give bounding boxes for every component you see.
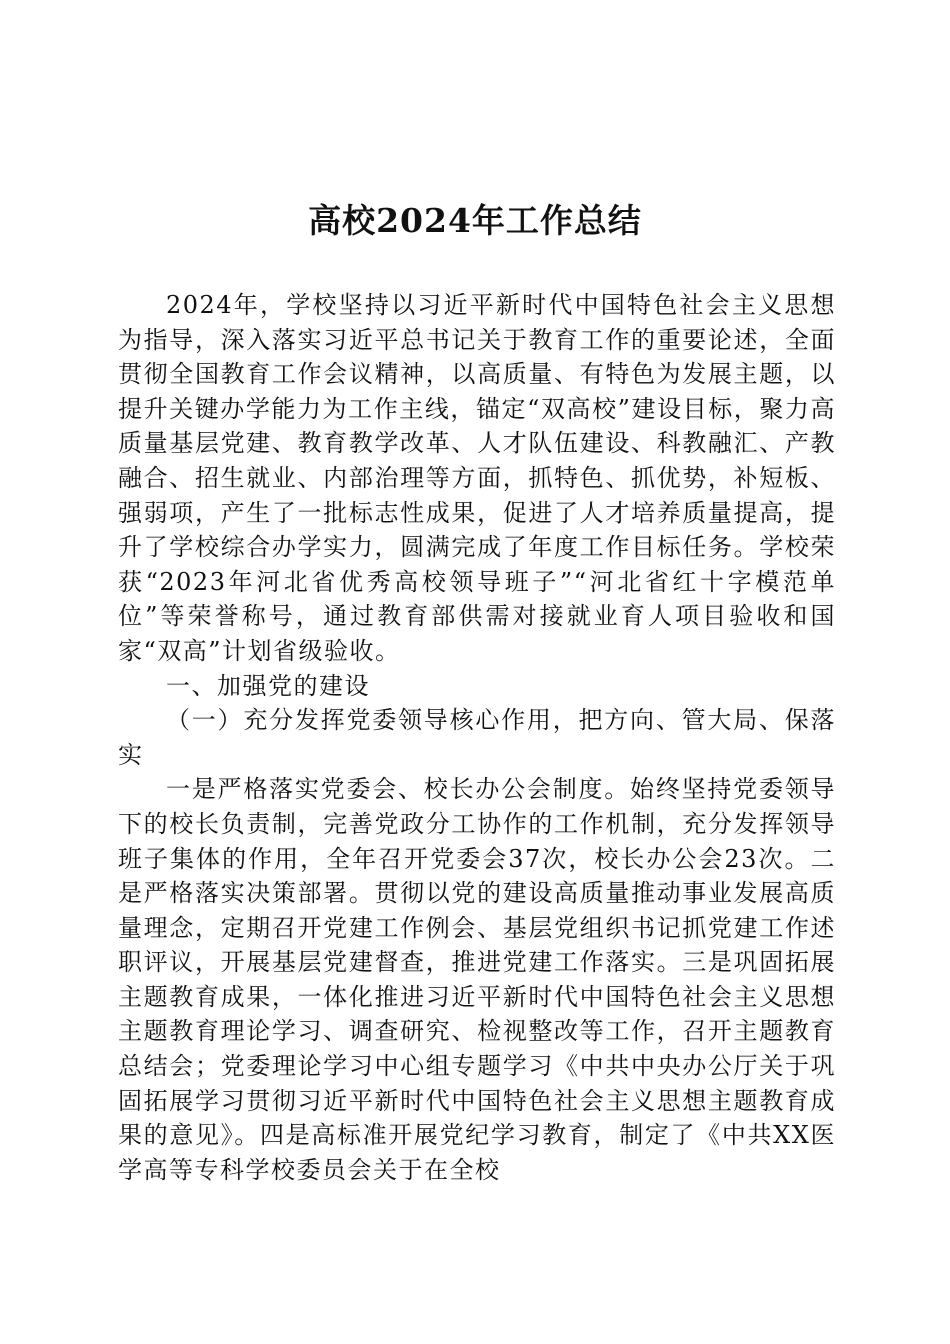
document-body [118, 288, 836, 1187]
document-title: 高校2024年工作总结 [308, 201, 642, 240]
section-heading-party-building: 一、加强党的建设 [166, 671, 370, 700]
subsection-body-paragraph: 一是严格落实党委会、校长办公会制度。始终坚持党委领导下的校长负责制，完善党政分工协作的工作机制，充分发挥领导班子集体的作用，全年召开党委会37次，校长办公会23次。二是严格落实决策部署。贯彻以党的建设高质量推动事业发展高质量理念，定期召开党建工作例会、基层党组织书记抓党建工作述职评议，开展基层党建督查，推进党建工作落实。三是巩固拓展主题教育成果，一体化推进习近平新时代中国特色社会主义思想主题教育理论学习、调查研究、检视整改等工作，召开主题教育总结会；党委理论学习中心组专题学习《中共中央办公厅关于巩固拓展学习贯彻习近平新时代中国特色社会主义思想主题教育成果的意见》。四是高标准开展党纪学习教育，制定了《中共XX医学高等专科学校委员会关于在全校 [118, 775, 836, 1184]
subsection-heading-leadership: （一）充分发挥党委领导核心作用，把方向、管大局、保落实 [118, 706, 836, 769]
intro-paragraph: 2024年，学校坚持以习近平新时代中国特色社会主义思想为指导，深入落实习近平总书记关于教育工作的重要论述，全面贯彻全国教育工作会议精神，以高质量、有特色为发展主题，以提升关键办学能力为工作主线，锚定“双高校”建设目标，聚力高质量基层党建、教育教学改革、人才队伍建设、科教融汇、产教融合、招生就业、内部治理等方面，抓特色、抓优势，补短板、强弱项，产生了一批标志性成果，促进了人才培养质量提高，提升了学校综合办学实力，圆满完成了年度工作目标任务。学校荣获“2023年河北省优秀高校领导班子”“河北省红十字模范单位”等荣誉称号，通过教育部供需对接就业育人项目验收和国家“双高”计划省级验收。 [118, 291, 836, 665]
